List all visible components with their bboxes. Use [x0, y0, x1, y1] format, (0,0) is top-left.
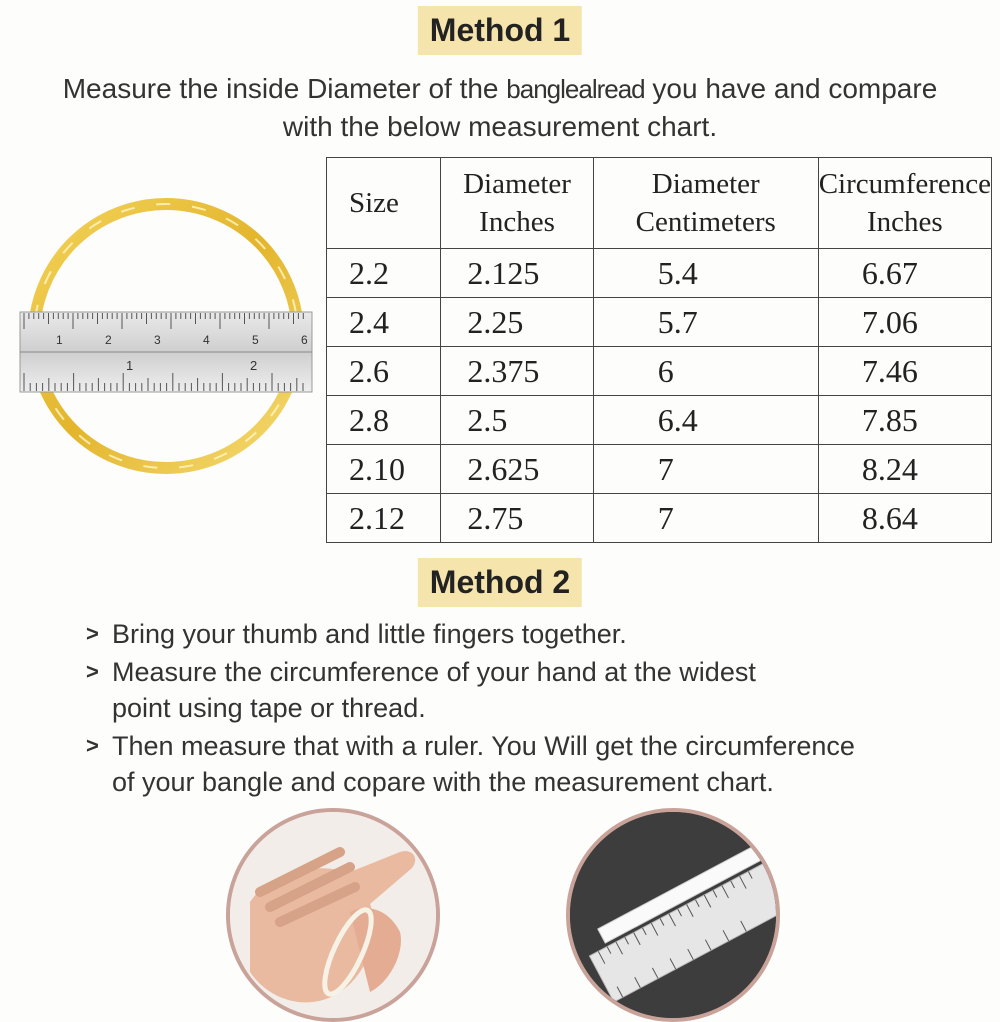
- cell-diameter-inches: 2.25: [441, 298, 593, 347]
- cell-size: 2.6: [327, 347, 441, 396]
- method-1-heading: Method 1: [418, 6, 582, 55]
- cell-size: 2.10: [327, 445, 441, 494]
- cell-size: 2.2: [327, 249, 441, 298]
- cell-circumference: 7.46: [818, 347, 991, 396]
- cell-size: 2.8: [327, 396, 441, 445]
- list-item: > Bring your thumb and little fingers together.: [86, 616, 986, 652]
- hand-measurement-photo: [226, 808, 440, 1022]
- ruler-tick-label: 3: [154, 333, 161, 347]
- list-item: > Measure the circumference of your hand at the widest point using tape or thread.: [86, 654, 986, 726]
- ruler-measurement-photo: [566, 808, 780, 1022]
- cell-circumference: 8.64: [818, 494, 991, 543]
- cell-diameter-cm: 6.4: [593, 396, 818, 445]
- method-2-steps: [86, 616, 986, 802]
- table-row: [327, 494, 992, 543]
- cell-size: 2.12: [327, 494, 441, 543]
- cell-diameter-inches: 2.625: [441, 445, 593, 494]
- ruler-tick-label: 2: [250, 358, 258, 373]
- cell-size: 2.4: [327, 298, 441, 347]
- cell-circumference: 6.67: [818, 249, 991, 298]
- table-row: [327, 396, 992, 445]
- table-row: [327, 298, 992, 347]
- chevron-right-icon: >: [86, 621, 99, 646]
- intro-line-1: Measure the inside Diameter of the banglealread you have and compare: [62, 73, 938, 104]
- header-size: Size: [327, 158, 441, 249]
- bangle-ruler-image: [16, 196, 316, 486]
- cell-diameter-inches: 2.5: [441, 396, 593, 445]
- chevron-right-icon: >: [86, 659, 99, 684]
- cell-diameter-inches: 2.75: [441, 494, 593, 543]
- cell-diameter-cm: 5.7: [593, 298, 818, 347]
- cell-diameter-inches: 2.375: [441, 347, 593, 396]
- measurement-chart-table: [326, 157, 992, 543]
- cell-diameter-cm: 5.4: [593, 249, 818, 298]
- table-header-row: [327, 158, 992, 249]
- list-item: > Then measure that with a ruler. You Will get the circumference of your bangle and copare with the measurement chart.: [86, 728, 986, 800]
- ruler-tick-label: 1: [56, 333, 63, 347]
- table-row: [327, 249, 992, 298]
- cell-circumference: 7.85: [818, 396, 991, 445]
- table-row: [327, 445, 992, 494]
- cell-circumference: 7.06: [818, 298, 991, 347]
- method-1-intro: [0, 70, 1000, 146]
- ruler-tick-label: 4: [203, 333, 210, 347]
- ruler-tick-label: 1: [126, 358, 134, 373]
- method-2-heading: Method 2: [418, 558, 582, 607]
- ruler-tick-label: 2: [105, 333, 112, 347]
- header-diameter-centimeters: Diameter Centimeters: [593, 158, 818, 249]
- cell-diameter-cm: 6: [593, 347, 818, 396]
- chevron-right-icon: >: [86, 733, 99, 758]
- header-diameter-inches: Diameter Inches: [441, 158, 593, 249]
- header-circumference-inches: Circumference Inches: [818, 158, 991, 249]
- cell-diameter-cm: 7: [593, 445, 818, 494]
- table-row: [327, 347, 992, 396]
- ruler-tick-label: 6: [301, 333, 308, 347]
- ruler-tick-label: 5: [252, 333, 259, 347]
- cell-diameter-inches: 2.125: [441, 249, 593, 298]
- cell-circumference: 8.24: [818, 445, 991, 494]
- intro-line-2: with the below measurement chart.: [282, 111, 718, 142]
- cell-diameter-cm: 7: [593, 494, 818, 543]
